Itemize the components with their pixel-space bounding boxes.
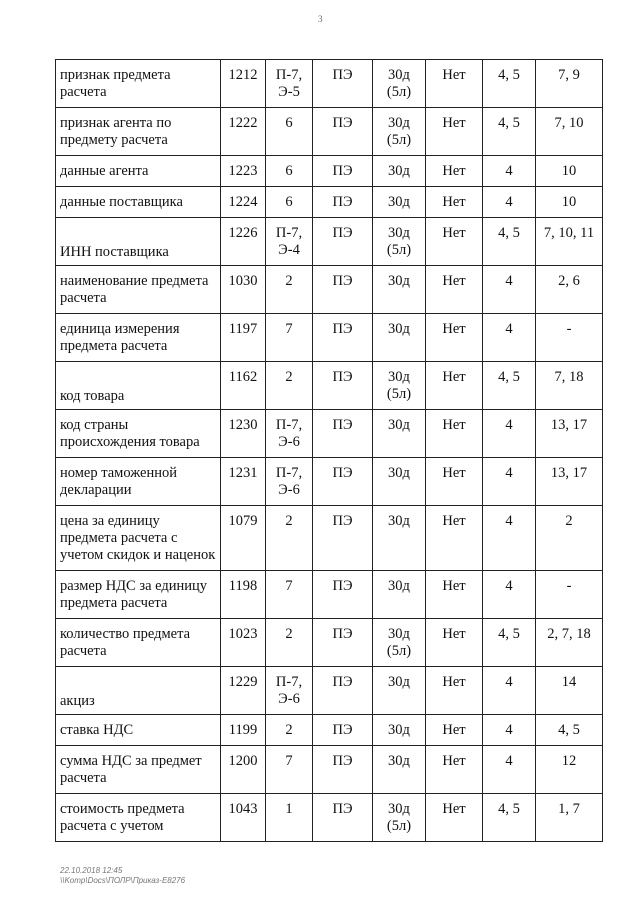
- cell-ffd-version: 30д: [373, 715, 426, 746]
- cell-format: 6: [266, 156, 313, 187]
- cell-form: ПЭ: [313, 571, 373, 619]
- cell-notes: 2, 7, 18: [536, 619, 603, 667]
- cell-ffd-version: 30д: [373, 458, 426, 506]
- cell-form: ПЭ: [313, 619, 373, 667]
- table-row: [56, 156, 603, 187]
- cell-notes: 2: [536, 506, 603, 571]
- cell-format: П-7, Э-6: [266, 410, 313, 458]
- cell-tag-number: 1224: [221, 187, 266, 218]
- cell-tag-number: 1226: [221, 218, 266, 266]
- cell-required: Нет: [426, 458, 483, 506]
- cell-format: П-7, Э-4: [266, 218, 313, 266]
- table-row: [56, 571, 603, 619]
- cell-tag-number: 1230: [221, 410, 266, 458]
- cell-notes: 7, 9: [536, 60, 603, 108]
- cell-notes: 10: [536, 156, 603, 187]
- table-row: [56, 108, 603, 156]
- cell-requisite-name: признак агента по предмету расчета: [56, 108, 221, 156]
- cell-ffd-version: 30д: [373, 571, 426, 619]
- cell-tag-number: 1197: [221, 314, 266, 362]
- cell-required: Нет: [426, 571, 483, 619]
- cell-ffd-version: 30д (5л): [373, 108, 426, 156]
- cell-form: ПЭ: [313, 156, 373, 187]
- cell-form: ПЭ: [313, 362, 373, 410]
- cell-ffd-version: 30д: [373, 266, 426, 314]
- cell-notes: 7, 18: [536, 362, 603, 410]
- cell-tag-number: 1043: [221, 794, 266, 842]
- cell-requisite-name: акциз: [56, 667, 221, 715]
- cell-form: ПЭ: [313, 218, 373, 266]
- cell-ffd-version: 30д: [373, 156, 426, 187]
- cell-requisite-name: количество предмета расчета: [56, 619, 221, 667]
- cell-column-refs: 4: [483, 571, 536, 619]
- cell-tag-number: 1030: [221, 266, 266, 314]
- table-body: [56, 60, 603, 842]
- cell-format: 6: [266, 108, 313, 156]
- cell-requisite-name: код страны происхождения товара: [56, 410, 221, 458]
- cell-requisite-name: стоимость предмета расчета с учетом: [56, 794, 221, 842]
- cell-column-refs: 4: [483, 156, 536, 187]
- cell-required: Нет: [426, 60, 483, 108]
- cell-required: Нет: [426, 108, 483, 156]
- cell-requisite-name: номер таможенной декларации: [56, 458, 221, 506]
- cell-form: ПЭ: [313, 266, 373, 314]
- cell-column-refs: 4, 5: [483, 619, 536, 667]
- cell-format: 2: [266, 362, 313, 410]
- cell-ffd-version: 30д: [373, 187, 426, 218]
- cell-format: 7: [266, 746, 313, 794]
- cell-format: 1: [266, 794, 313, 842]
- requisites-table: [55, 59, 603, 842]
- cell-required: Нет: [426, 410, 483, 458]
- table-row: [56, 746, 603, 794]
- cell-column-refs: 4, 5: [483, 108, 536, 156]
- footer-timestamp: 22.10.2018 12:45: [60, 866, 123, 875]
- cell-column-refs: 4, 5: [483, 794, 536, 842]
- cell-tag-number: 1198: [221, 571, 266, 619]
- cell-notes: 4, 5: [536, 715, 603, 746]
- table-row: [56, 187, 603, 218]
- cell-notes: 13, 17: [536, 458, 603, 506]
- cell-format: П-7, Э-5: [266, 60, 313, 108]
- cell-requisite-name: цена за единицу предмета расчета с учетом скидок и наценок: [56, 506, 221, 571]
- cell-required: Нет: [426, 506, 483, 571]
- cell-column-refs: 4, 5: [483, 60, 536, 108]
- cell-requisite-name: код товара: [56, 362, 221, 410]
- cell-form: ПЭ: [313, 458, 373, 506]
- cell-form: ПЭ: [313, 746, 373, 794]
- cell-ffd-version: 30д: [373, 746, 426, 794]
- cell-requisite-name: ставка НДС: [56, 715, 221, 746]
- cell-notes: 1, 7: [536, 794, 603, 842]
- table-row: [56, 60, 603, 108]
- cell-column-refs: 4, 5: [483, 362, 536, 410]
- cell-tag-number: 1222: [221, 108, 266, 156]
- cell-column-refs: 4: [483, 410, 536, 458]
- cell-ffd-version: 30д (5л): [373, 218, 426, 266]
- cell-format: П-7, Э-6: [266, 667, 313, 715]
- cell-requisite-name: признак предмета расчета: [56, 60, 221, 108]
- cell-requisite-name: ИНН поставщика: [56, 218, 221, 266]
- cell-form: ПЭ: [313, 187, 373, 218]
- cell-required: Нет: [426, 794, 483, 842]
- cell-notes: 13, 17: [536, 410, 603, 458]
- cell-tag-number: 1023: [221, 619, 266, 667]
- cell-ffd-version: 30д: [373, 667, 426, 715]
- cell-required: Нет: [426, 187, 483, 218]
- cell-required: Нет: [426, 619, 483, 667]
- cell-ffd-version: 30д (5л): [373, 794, 426, 842]
- cell-notes: 12: [536, 746, 603, 794]
- table-row: [56, 362, 603, 410]
- cell-requisite-name: сумма НДС за предмет расчета: [56, 746, 221, 794]
- table-row: [56, 314, 603, 362]
- cell-notes: 7, 10: [536, 108, 603, 156]
- cell-notes: 7, 10, 11: [536, 218, 603, 266]
- cell-tag-number: 1200: [221, 746, 266, 794]
- cell-tag-number: 1162: [221, 362, 266, 410]
- cell-format: 2: [266, 266, 313, 314]
- table-row: [56, 667, 603, 715]
- table-row: [56, 410, 603, 458]
- cell-column-refs: 4, 5: [483, 218, 536, 266]
- cell-format: 2: [266, 506, 313, 571]
- cell-format: 2: [266, 715, 313, 746]
- cell-column-refs: 4: [483, 506, 536, 571]
- cell-format: 7: [266, 571, 313, 619]
- cell-column-refs: 4: [483, 458, 536, 506]
- cell-column-refs: 4: [483, 314, 536, 362]
- cell-notes: 2, 6: [536, 266, 603, 314]
- cell-tag-number: 1079: [221, 506, 266, 571]
- cell-notes: -: [536, 571, 603, 619]
- table-row: [56, 715, 603, 746]
- cell-format: 7: [266, 314, 313, 362]
- cell-requisite-name: размер НДС за единицу предмета расчета: [56, 571, 221, 619]
- cell-tag-number: 1223: [221, 156, 266, 187]
- cell-required: Нет: [426, 156, 483, 187]
- cell-tag-number: 1229: [221, 667, 266, 715]
- cell-tag-number: 1231: [221, 458, 266, 506]
- table-row: [56, 506, 603, 571]
- cell-form: ПЭ: [313, 667, 373, 715]
- table-row: [56, 619, 603, 667]
- cell-column-refs: 4: [483, 746, 536, 794]
- cell-requisite-name: единица измерения предмета расчета: [56, 314, 221, 362]
- cell-column-refs: 4: [483, 266, 536, 314]
- footer-file-path: \\Komp\Docs\ПОЛР\Приказ-Е8276: [60, 876, 186, 885]
- cell-required: Нет: [426, 218, 483, 266]
- cell-column-refs: 4: [483, 667, 536, 715]
- cell-tag-number: 1212: [221, 60, 266, 108]
- cell-required: Нет: [426, 362, 483, 410]
- cell-required: Нет: [426, 746, 483, 794]
- cell-requisite-name: данные агента: [56, 156, 221, 187]
- table-row: [56, 218, 603, 266]
- cell-form: ПЭ: [313, 60, 373, 108]
- cell-ffd-version: 30д (5л): [373, 619, 426, 667]
- cell-required: Нет: [426, 266, 483, 314]
- cell-notes: -: [536, 314, 603, 362]
- cell-requisite-name: данные поставщика: [56, 187, 221, 218]
- cell-notes: 10: [536, 187, 603, 218]
- cell-tag-number: 1199: [221, 715, 266, 746]
- cell-format: П-7, Э-6: [266, 458, 313, 506]
- cell-format: 2: [266, 619, 313, 667]
- cell-form: ПЭ: [313, 410, 373, 458]
- cell-ffd-version: 30д (5л): [373, 60, 426, 108]
- page-footer: [60, 866, 185, 886]
- cell-notes: 14: [536, 667, 603, 715]
- cell-form: ПЭ: [313, 108, 373, 156]
- cell-format: 6: [266, 187, 313, 218]
- page-mark: 3: [318, 14, 323, 24]
- table-row: [56, 266, 603, 314]
- table-row: [56, 458, 603, 506]
- cell-form: ПЭ: [313, 506, 373, 571]
- cell-ffd-version: 30д (5л): [373, 362, 426, 410]
- cell-column-refs: 4: [483, 187, 536, 218]
- cell-required: Нет: [426, 715, 483, 746]
- cell-required: Нет: [426, 314, 483, 362]
- cell-ffd-version: 30д: [373, 410, 426, 458]
- cell-form: ПЭ: [313, 715, 373, 746]
- cell-required: Нет: [426, 667, 483, 715]
- cell-ffd-version: 30д: [373, 506, 426, 571]
- table-row: [56, 794, 603, 842]
- cell-form: ПЭ: [313, 314, 373, 362]
- cell-form: ПЭ: [313, 794, 373, 842]
- cell-requisite-name: наименование предмета расчета: [56, 266, 221, 314]
- cell-column-refs: 4: [483, 715, 536, 746]
- cell-ffd-version: 30д: [373, 314, 426, 362]
